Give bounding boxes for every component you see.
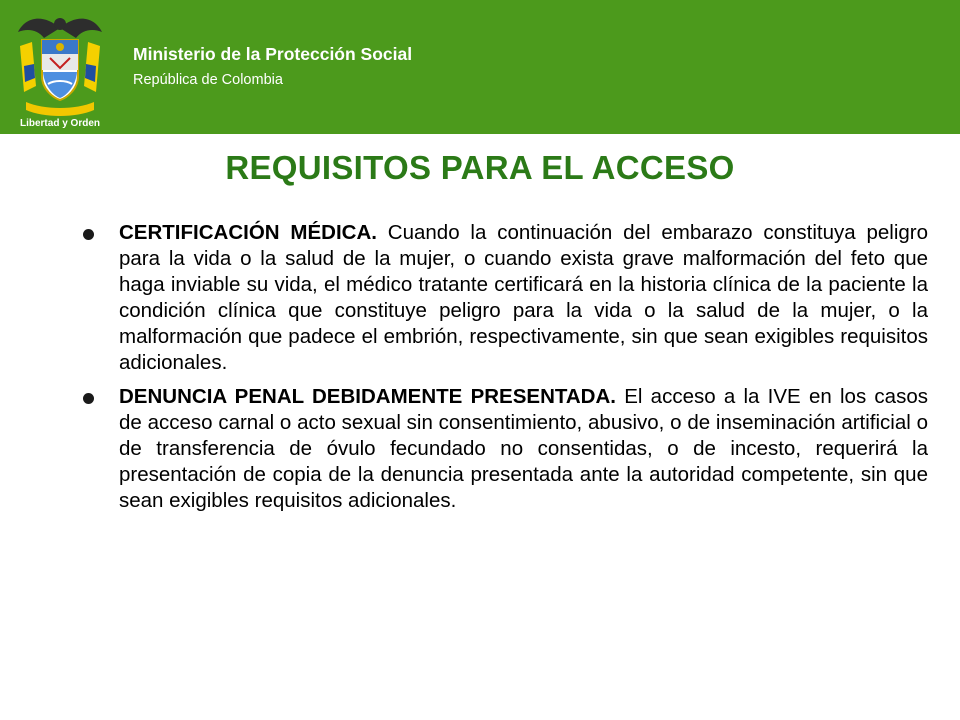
ribbon: [26, 102, 94, 116]
slide-title: REQUISITOS PARA EL ACCESO: [225, 149, 735, 186]
bullet-dot: [83, 229, 94, 240]
bullet-text: Cuando la continuación del embarazo constituya peligro para la vida o la salud de la mujer, o cuando exista grave malformación del feto que haga inviable su vida, el médico tratante certificará en la historia clínica de la paciente la condición clínica que constituye peligro para la vida o la salud de la mujer, o la malformación que padece el embrión, respectivamente, sin que sean exigibles requisitos adicionales.: [119, 221, 929, 374]
condor-left-wing: [18, 19, 60, 38]
header-banner: [0, 0, 960, 134]
condor-right-wing: [60, 19, 102, 38]
bullet-item: [80, 220, 928, 376]
bullet-item: [80, 384, 928, 514]
bullet-list: [80, 220, 928, 522]
bullet-lead: DENUNCIA PENAL DEBIDAMENTE PRESENTADA.: [119, 385, 616, 408]
bullet-dot: [83, 393, 94, 404]
ministry-name: Ministerio de la Protección Social: [133, 44, 413, 64]
condor-head: [54, 18, 66, 30]
bullet-text: El acceso a la IVE en los casos de acceso carnal o acto sexual sin consentimiento, abusivo, o de inseminación artificial o de transferencia de óvulo fecundado no consentidas, o de incesto, requerirá la presentación de copia de la denuncia presentada ante la autoridad competente, sin que sean exigibles requisitos adicionales.: [119, 385, 928, 512]
republic-name: República de Colombia: [133, 72, 283, 88]
logo-motto: Libertad y Orden: [19, 118, 101, 129]
bullet-lead: CERTIFICACIÓN MÉDICA.: [119, 221, 377, 244]
coat-of-arms-logo: [14, 6, 106, 130]
